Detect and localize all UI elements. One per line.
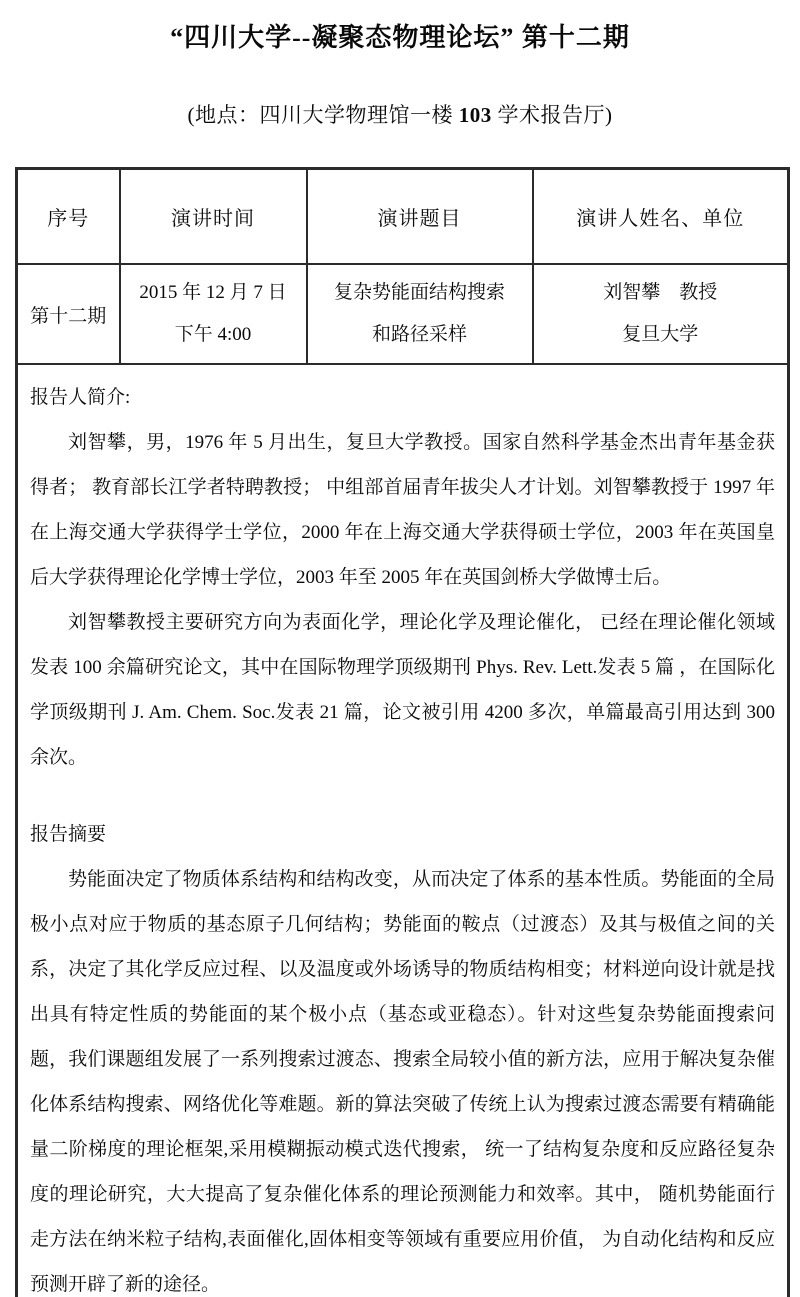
subtitle-location-suffix: 学术报告厅) <box>491 102 613 127</box>
cell-session: 第十二期 <box>17 264 120 364</box>
col-header-session: 序号 <box>17 168 120 264</box>
speaker-affiliation: 复旦大学 <box>622 324 699 345</box>
detail-cell <box>17 364 789 1297</box>
col-header-topic: 演讲题目 <box>307 168 533 264</box>
abstract-paragraph: 势能面决定了物质体系结构和结构改变，从而决定了体系的基本性质。势能面的全局极小点对应于物质的基态原子几何结构；势能面的鞍点（过渡态）及其与极值之间的关系，决定了其化学反应过程、以及温度或外场诱导的物质结构相变；材料逆向设计就是找出具有特定性质的势能面的某个极小点（基态或亚稳态）。针对这些复杂势能面搜索问题，我们课题组发展了一系列搜索过渡态、搜索全局较小值的新方法，应用于解决复杂催化体系结构搜索、网络优化等难题。新的算法突破了传统上认为搜索过渡态需要有精确能量二阶梯度的理论框架,采用模糊振动模式迭代搜索， 统一了结构复杂度和反应路径复杂度的理论研究，大大提高了复杂催化体系的理论预测能力和效率。其中， 随机势能面行走方法在纳米粒子结构,表面催化,固体相变等领域有重要应用价值， 为自动化结构和反应预测开辟了新的途径。 <box>30 869 775 1295</box>
table-data-row <box>17 264 789 364</box>
cell-topic <box>307 264 533 364</box>
topic-line-2: 和路径采样 <box>371 324 467 345</box>
table-detail-row <box>17 364 789 1297</box>
time-hour: 下午 4:00 <box>174 324 252 345</box>
table-header-row <box>17 168 789 264</box>
col-header-speaker: 演讲人姓名、单位 <box>533 168 789 264</box>
bio-paragraph-2: 刘智攀教授主要研究方向为表面化学，理论化学及理论催化， 已经在理论催化领域发表 100 余篇研究论文，其中在国际物理学顶级期刊 Phys. Rev. Lett.发表 5 篇 ，在国际化学顶级期刊 J. Am. Chem. Soc.发表 21 篇，论文被引用 4200 多次，单篇最高引用达到 300 余次。 <box>30 612 775 768</box>
subtitle-room-number: 103 <box>458 102 492 127</box>
bio-heading: 报告人简介: <box>30 387 131 408</box>
abstract-heading: 报告摘要 <box>30 824 107 845</box>
time-date: 2015 年 12 月 7 日 <box>139 282 287 303</box>
cell-speaker <box>533 264 789 364</box>
col-header-time: 演讲时间 <box>120 168 307 264</box>
page-title: “四川大学--凝聚态物理论坛” 第十二期 <box>170 23 630 52</box>
topic-line-1: 复杂势能面结构搜索 <box>333 282 505 303</box>
subtitle-location-prefix: (地点：四川大学物理馆一楼 <box>187 102 459 127</box>
page-subtitle <box>0 99 800 129</box>
schedule-table <box>15 167 790 1297</box>
bio-paragraph-1: 刘智攀，男，1976 年 5 月出生，复旦大学教授。国家自然科学基金杰出青年基金获得者； 教育部长江学者特聘教授； 中组部首届青年拔尖人才计划。刘智攀教授于 1997 年在上海交通大学获得学士学位，2000 年在上海交通大学获得硕士学位，2003 年在英国皇后大学获得理论化学博士学位，2003 年至 2005 年在英国剑桥大学做博士后。 <box>30 432 775 588</box>
cell-time <box>120 264 307 364</box>
speaker-name-title: 刘智攀 教授 <box>603 282 718 303</box>
